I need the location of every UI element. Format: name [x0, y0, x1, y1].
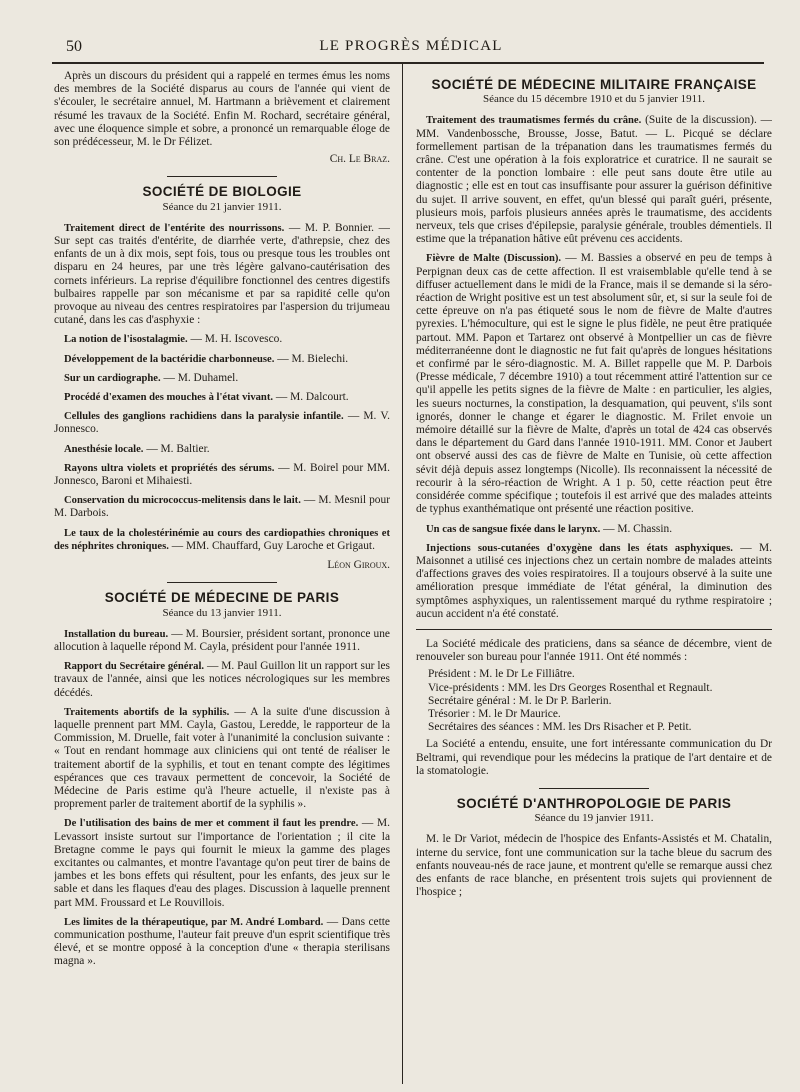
communication-title: Sur un cardiographe.: [64, 372, 161, 384]
communication-title: Rapport du Secrétaire général.: [64, 661, 205, 673]
communication-title: Traitement direct de l'entérite des nourrissons.: [64, 222, 285, 234]
communication-text: — M. Dalcourt.: [275, 391, 349, 404]
session-date-anthropologie: Séance du 19 janvier 1911.: [534, 812, 654, 825]
communication-title: Installation du bureau.: [64, 628, 169, 640]
session-date-medecine-paris: Séance du 13 janvier 1911.: [162, 606, 282, 619]
communication-text: — M. Chassin.: [603, 522, 673, 535]
journal-title: LE PROGRÈS MÉDICAL: [319, 38, 503, 54]
communication-title: Procédé d'examen des mouches à l'état vivant.: [64, 392, 274, 404]
communication-title: Un cas de sangsue fixée dans le larynx.: [426, 523, 601, 535]
communication-item: [54, 660, 390, 700]
medecine-paris-items: [54, 628, 390, 969]
communication-title: Le taux de la cholestérinémie au cours des cardiopathies chroniques et des néphrites chroniques.: [54, 527, 390, 552]
communication-item: [416, 114, 772, 246]
header-rule: [52, 62, 764, 64]
communication-title: Traitement des traumatismes fermés du crâne.: [426, 115, 642, 127]
biologie-signature: Léon Giroux.: [327, 559, 390, 572]
intro-paragraph: Après un discours du président qui a rappelé en termes émus les noms des membres de la Société disparus au cours de l'année qui vient de s'écouler, le secrétaire annuel, M. Hartmann a brièvement et clairement résumé les travaux de la Société. Enfin M. Rochard, secrétaire général, avec une éloquence simple et sobre, a prononcé un remarquable éloge de son prédécesseur, M. le Dr Félizet.: [54, 70, 390, 149]
section-title-anthropologie: SOCIÉTÉ D'ANTHROPOLOGIE DE PARIS: [456, 795, 732, 811]
session-date-biologie: Séance du 21 janvier 1911.: [162, 200, 282, 213]
communication-title: Développement de la bactéridie charbonneuse.: [64, 353, 275, 365]
communication-text: — M. P. Bonnier. — Sur sept cas traités d'entérite, de diarrhée verte, d'athrepsie, chez des enfants de un à dix mois, sept fois, tous ou presque tous les troubles ont disparu en 24 heures, par une très légère galvano-cautérisation des cornets inférieurs. La reprise d'équilibre fonctionnel des centres digestifs bulbaires rappelle par son mécanisme et par sa rapidité celle qu'on provoque au niveau des centres respiratoires par l'aspersion du trijumeau cutané, dans les cas d'asphyxie :: [54, 221, 390, 327]
praticiens-outro: La Société a entendu, ensuite, une fort intéressante communication du Dr Beltrami, qui revendique pour les médecins la pratique de l'art dentaire et de la stomatologie.: [416, 738, 772, 777]
communication-text: — M. Boirel pour MM. Jonnesco, Baroni et Mihaiesti.: [54, 461, 390, 488]
communication-item: [54, 333, 390, 346]
communication-title: Traitements abortifs de la syphilis.: [64, 706, 230, 718]
intro-signature: Ch. Le Braz.: [329, 153, 390, 166]
communication-item: [54, 391, 390, 404]
anthropologie-paragraph: M. le Dr Variot, médecin de l'hospice des Enfants-Assistés et M. Chatalin, interne du service, font une communication sur la tache bleue du sacrum des enfants nouveau-nés de race jaune, et montrent qu'elle se remarque aussi chez des enfants de race blanche, en présentent trois sujets qui proviennent de l'hospice ;: [416, 833, 772, 899]
bureau-member: Trésorier : M. le Dr Maurice.: [428, 707, 561, 720]
section-title-biologie: SOCIÉTÉ DE BIOLOGIE: [142, 184, 302, 200]
communication-title: Anesthésie locale.: [64, 443, 144, 455]
communication-item: [416, 542, 772, 621]
communication-text: — M. Bassies a observé en peu de temps à Perpignan deux cas de cette affection. Il est vraisemblable qu'elle tend à se diffuser actuellement dans le midi de la France, mais il se demande si la séro-réaction de Wright positive est un test absolument sûr, et, si sur la seule foi de cette épreuve on n'a pas étiqueté sous le nom de fièvre de Malte d'autres pyrexies. L'hémoculture, qui est le signe le plus fidèle, ne peut être pratiquée partout. MM. Papon et Tartarez ont observé à Montpellier un cas de fièvre méditerranéenne dont le diagnostic ne fut fait qu'après de longues hésitations et confirmé par le séro-diagnostic. M. A. Billet rappelle que M. P. Darbois (Presse médicale, 7 décembre 1910) a tout récemment attiré l'attention sur ce qu'il appelle les petits signes de la fièvre de Malte : en particulier, les algies, les sueurs nocturnes, la constipation, la desquamation, qui peuvent, s'ils sont ignorés, donner le change et égarer le diagnostic. M. Frilet envoie un mémoire détaillé sur la fièvre de Malte, d'après un total de 424 cas observés dans le département du Gard dans l'année 1910-1911. MM. Conor et Jaubert ont observé aussi des cas de fièvre de Malte en Tunisie, où cette affection sévit déjà depuis assez longtemps (Nicolle). Ils reconnaissent la nécessité de recourir à la séro-réaction de Wright. A 1 p. 50, cette réaction peut être considérée comme spécifique ; toutefois il est arrivé que des malades atteints de typhus exanthématique ont présenté une réaction positive.: [416, 252, 772, 516]
communication-title: Rayons ultra violets et propriétés des sérums.: [64, 462, 275, 474]
communication-text: — M. H. Iscovesco.: [190, 333, 283, 346]
communication-item: [54, 372, 390, 385]
communication-text: (Suite de la discussion). — MM. Vandenbossche, Brousse, Josse, Batut. — L. Picqué se déclare formellement partisan de la trépanation dans les traumatismes fermés du crâne. C'est une opération à la fois exploratrice et curatrice. Il ne saurait se contenter de la ponction lombaire : elle peut sans doute être utile au diagnostic ; elle est en tout cas insuffisante pour assurer la guérison définitive du sujet. Il arrive souvent, en effet, qu'un blessé qui paraît guéri, présente, plusieurs mois, parfois plusieurs années après le traumatisme, des accidents nerveux, tels que crises d'épilepsie, paralysie générale, troubles démentiels. Il estime que la trépanation hâtive eût prévenu ces accidents.: [416, 114, 772, 246]
bureau-member: Vice-présidents : MM. les Drs Georges Rosenthal et Regnault.: [428, 681, 713, 694]
communication-text: — M. Boursier, président sortant, prononce une allocution à laquelle répond M. Cayla, président pour l'année 1911.: [54, 627, 390, 653]
communication-item: [54, 462, 390, 488]
communication-item: [54, 817, 390, 909]
communication-title: Cellules des ganglions rachidiens dans la paralysie infantile.: [64, 411, 344, 423]
communication-item: [54, 222, 390, 328]
communication-title: Les limites de la thérapeutique, par M. André Lombard.: [64, 916, 324, 928]
communication-text: — M. Duhamel.: [163, 371, 239, 384]
communication-item: [416, 252, 772, 516]
communication-text: — M. V. Jonnesco.: [54, 410, 390, 436]
separator: [167, 176, 277, 177]
communication-text: — MM. Chauffard, Guy Laroche et Grigaut.: [171, 539, 375, 552]
right-column: [416, 70, 772, 1082]
communication-text: — M. Paul Guillon lit un rapport sur les travaux de l'année, ainsi que les notices nécrologiques sur les membres décédés.: [54, 660, 390, 699]
communication-item: [54, 410, 390, 436]
session-date-medecine-militaire: Séance du 15 décembre 1910 et du 5 janvier 1911.: [483, 93, 705, 106]
communication-text: — A la suite d'une discussion à laquelle prennent part MM. Cayla, Gastou, Leredde, le rapporteur de la Commission, M. Druelle, fait voter à l'unanimité la conclusion suivante : « Tout en rendant hommage aux cliniciens qui ont tenté de réaliser le traitement abortif de la syphilis, et tout en tenant compte des légitimes espérances que ces travaux permettent de concevoir, la Société de Médecine de Paris estime qu'à l'heure actuelle, il n'existe pas à proprement parler de traitement abortif de la syphilis ».: [54, 705, 390, 811]
bureau-member: Président : M. le Dr Le Filliâtre.: [428, 668, 575, 681]
communication-item: [54, 628, 390, 654]
section-title-medecine-militaire: SOCIÉTÉ DE MÉDECINE MILITAIRE FRANÇAISE: [431, 77, 757, 92]
page-header: [60, 36, 762, 58]
separator: [167, 582, 277, 583]
communication-text: — M. Levassort insiste surtout sur l'importance de l'orientation ; il cite la Bretagne comme le pays qui fournit le mieux la gamme des plages excitantes ou calmantes, et montre l'avantage qu'on peut tirer de bains de jambes et les bons effets qui résultent, pour les enfants, des jeux sur le sable et dans les flaques d'eau des plages. Discussion à laquelle prennent part MM. Froussard et Le Rouvillois.: [54, 817, 390, 909]
separator: [539, 788, 649, 789]
communication-item: [54, 443, 390, 456]
communication-title: La notion de l'isostalagmie.: [64, 334, 188, 346]
left-column: [54, 70, 390, 1082]
communication-item: [54, 706, 390, 812]
communication-title: De l'utilisation des bains de mer et comment il faut les prendre.: [64, 818, 359, 830]
communication-item: [54, 916, 390, 969]
medecine-militaire-items: [416, 114, 772, 621]
separator: [416, 629, 772, 630]
communication-item: [54, 353, 390, 366]
communication-text: — M. Maisonnet a utilisé ces injections chez un certain nombre de malades atteints d'affections graves des voies respiratoires. Il a toujours observé à la suite une amélioration presque immédiate de l'état général, la diminution des symptômes asphyxiques, un ralentissement marqué du rythme respiratoire ; aucun accident n'a été constaté.: [416, 541, 772, 620]
communication-text: — M. Mesnil pour M. Darbois.: [54, 494, 390, 520]
communication-title: Injections sous-cutanées d'oxygène dans les états asphyxiques.: [426, 542, 733, 554]
bureau-member: Secrétaires des séances : MM. les Drs Risacher et P. Petit.: [428, 721, 692, 734]
page-number: 50: [66, 38, 82, 55]
bureau-member: Secrétaire général : M. le Dr P. Barlerin.: [428, 694, 612, 707]
communication-text: — Dans cette communication posthume, l'auteur fait preuve d'un esprit scientifique très élevé, et se montre opposé à la conception d'une « therapia sterilisans magna ».: [54, 915, 390, 968]
communication-title: Fièvre de Malte (Discussion).: [426, 253, 562, 265]
section-title-medecine-paris: SOCIÉTÉ DE MÉDECINE DE PARIS: [104, 590, 340, 606]
communication-text: — M. Baltier.: [146, 442, 210, 455]
communication-item: [416, 523, 772, 536]
communication-item: [54, 527, 390, 553]
communication-text: — M. Bielechi.: [277, 352, 349, 365]
communication-title: Conservation du micrococcus-melitensis dans le lait.: [64, 495, 301, 507]
communication-item: [54, 494, 390, 520]
praticiens-bureau-list: [416, 668, 772, 734]
biologie-items: [54, 222, 390, 553]
praticiens-intro: La Société médicale des praticiens, dans sa séance de décembre, vient de renouveler son bureau pour l'année 1911. Ont été nommés :: [416, 637, 772, 664]
column-divider: [402, 62, 403, 1084]
